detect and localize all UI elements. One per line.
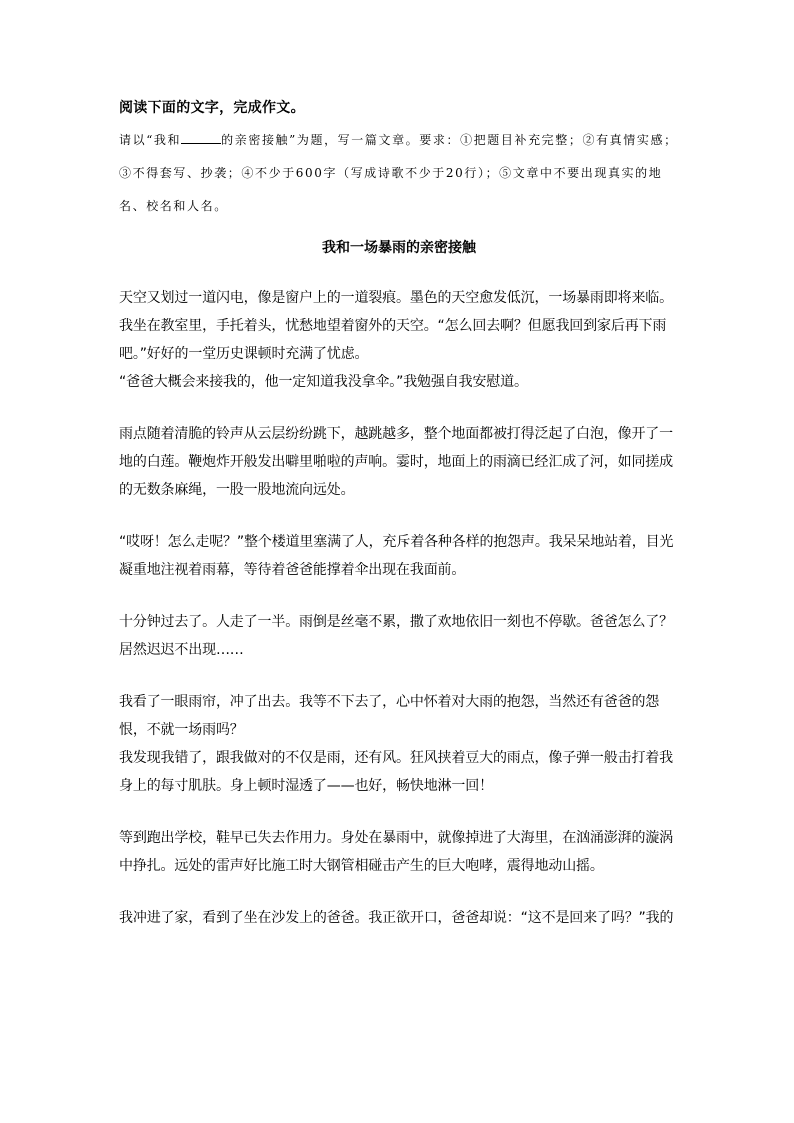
essay-paragraph: 等到跑出学校，鞋早已失去作用力。身处在暴雨中，就像掉进了大海里，在汹涌澎湃的漩涡中挣扎。远处的雷声好比施工时大钢管相碰击产生的巨大咆哮，震得地动山摇。: [119, 830, 673, 874]
paragraph-gap: [119, 396, 679, 420]
essay-paragraph: 十分钟过去了。人走了一半。雨倒是丝毫不累，撒了欢地依旧一刻也不停歇。爸爸怎么了？居然迟迟不出现……: [119, 614, 673, 658]
essay-paragraph: 我看了一眼雨帘，冲了出去。我等不下去了，心中怀着对大雨的抱怨，当然还有爸爸的怨恨，不就一场雨吗？: [119, 694, 660, 738]
essay-paragraph: “哎呀！怎么走呢？”整个楼道里塞满了人，充斥着各种各样的抱怨声。我呆呆地站着，目光凝重地注视着雨幕，等待着爸爸能撑着伞出现在我面前。: [119, 534, 674, 578]
prompt-text-after-blank: 的亲密接触”为题，写一篇文章。要求：①把题目补充完整；②有真情实感；③不得套写、抄袭；④不少于600字（写成诗歌不少于20行）；⑤文章中不要出现真实的地名、校名和人名。: [119, 133, 678, 213]
essay-paragraph: “爸爸大概会来接我的，他一定知道我没拿伞。”我勉强自我安慰道。: [119, 374, 528, 390]
essay-paragraph: 雨点随着清脆的铃声从云层纷纷跳下，越跳越多，整个地面都被打得泛起了白泡，像开了一地的白莲。鞭炮炸开般发出噼里啪啦的声响。霎时，地面上的雨滴已经汇成了河，如同搓成的无数条麻绳，一股一股地流向远处。: [119, 426, 673, 498]
essay-title: 我和一场暴雨的亲密接触: [322, 240, 476, 256]
instruction-heading: 阅读下面的文字，完成作文。: [119, 100, 305, 116]
essay-paragraph: 我发现我错了，跟我做对的不仅是雨，还有风。狂风挟着豆大的雨点，像子弹一般击打着我身上的每寸肌肤。身上顿时湿透了——也好，畅快地淋一回！: [119, 750, 673, 794]
essay-paragraph: 天空又划过一道闪电，像是窗户上的一道裂痕。墨色的天空愈发低沉，一场暴雨即将来临。我坐在教室里，手托着头，忧愁地望着窗外的天空。“怎么回去啊？但愿我回到家后再下雨吧。”好好的一堂历史课顿时充满了忧虑。: [119, 290, 673, 362]
paragraph-gap: [119, 664, 679, 688]
document-page: [119, 98, 679, 932]
paragraph-gap: [119, 584, 679, 608]
writing-prompt: [119, 124, 679, 223]
paragraph-gap: [119, 800, 679, 824]
paragraph-gap: [119, 880, 679, 904]
title-blank: [181, 131, 221, 144]
prompt-text-before-blank: 请以“我和: [119, 133, 182, 147]
essay-paragraph: 我冲进了家，看到了坐在沙发上的爸爸。我正欲开口，爸爸却说：“这不是回来了吗？”我的: [119, 910, 674, 926]
paragraph-gap: [119, 504, 679, 528]
